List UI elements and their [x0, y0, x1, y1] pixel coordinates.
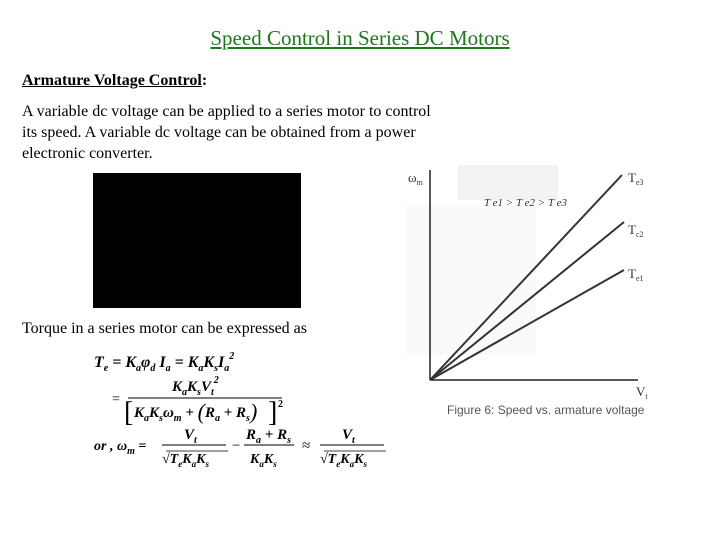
svg-text:KaKsVt2: $K_aK_sV_t^2$	[172, 375, 219, 398]
svg-text:KaKsωm + (Ra + Rs): $K_aK_s\omega_m + (R_a + R_s)$	[134, 399, 258, 424]
description-paragraph: A variable dc voltage can be applied to a series motor to control its speed. A variable dc voltage can be obtained from a power electronic converter.	[22, 103, 431, 162]
label-te1: $T_{e1}$	[628, 266, 644, 283]
svg-text:Vt: $V_t$	[342, 427, 355, 446]
black-image-placeholder	[93, 173, 301, 308]
torque-equations	[88, 345, 388, 475]
faint-background-smudge	[406, 205, 536, 355]
svg-text:−: −	[232, 438, 241, 454]
torque-text: Torque in a series motor can be expressed as	[22, 320, 307, 337]
svg-text:≈: ≈	[302, 438, 311, 454]
x-axis-label: $V_t$	[636, 384, 648, 401]
svg-text:or , ωm =: or , $\omega_m$ =	[94, 439, 147, 457]
svg-text:Vt: $V_t$	[184, 427, 197, 446]
label-tc2: $T_{c2}$	[628, 222, 644, 239]
inequality-label: T e1 > T e2 > T e3	[484, 197, 567, 209]
svg-text:2: 2	[278, 399, 283, 410]
section-heading-colon: :	[201, 72, 208, 89]
svg-text:Te = Kaφd Ia = KaKsIa2: $T_e = K_a\varphi_d$ $I_a = K_aK_sI_a^2$	[94, 351, 235, 374]
section-heading	[22, 72, 207, 90]
svg-text:KaKs: $K_aK_s$	[250, 452, 277, 469]
section-heading-text: Armature Voltage Control	[22, 72, 202, 89]
figure-caption: Figure 6: Speed vs. armature voltage	[447, 403, 645, 417]
y-axis-label: $\omega_m$	[408, 170, 423, 187]
svg-text:Ra + Rs: $R_a + R_s$	[246, 427, 291, 446]
label-te3: $T_{e3}$	[628, 170, 644, 187]
page-title: Speed Control in Series DC Motors	[210, 26, 510, 50]
svg-text:√TeKaKs: $√T_eK_aK_s$	[320, 452, 367, 469]
speed-voltage-figure	[398, 160, 698, 430]
faint-formula-smudge	[458, 165, 558, 200]
svg-text:[: [	[124, 397, 134, 428]
svg-text:√TeKaKs: $√T_eK_aK_s$	[162, 452, 209, 469]
svg-text:]: ]	[268, 397, 278, 428]
svg-text:=: =	[112, 392, 120, 407]
